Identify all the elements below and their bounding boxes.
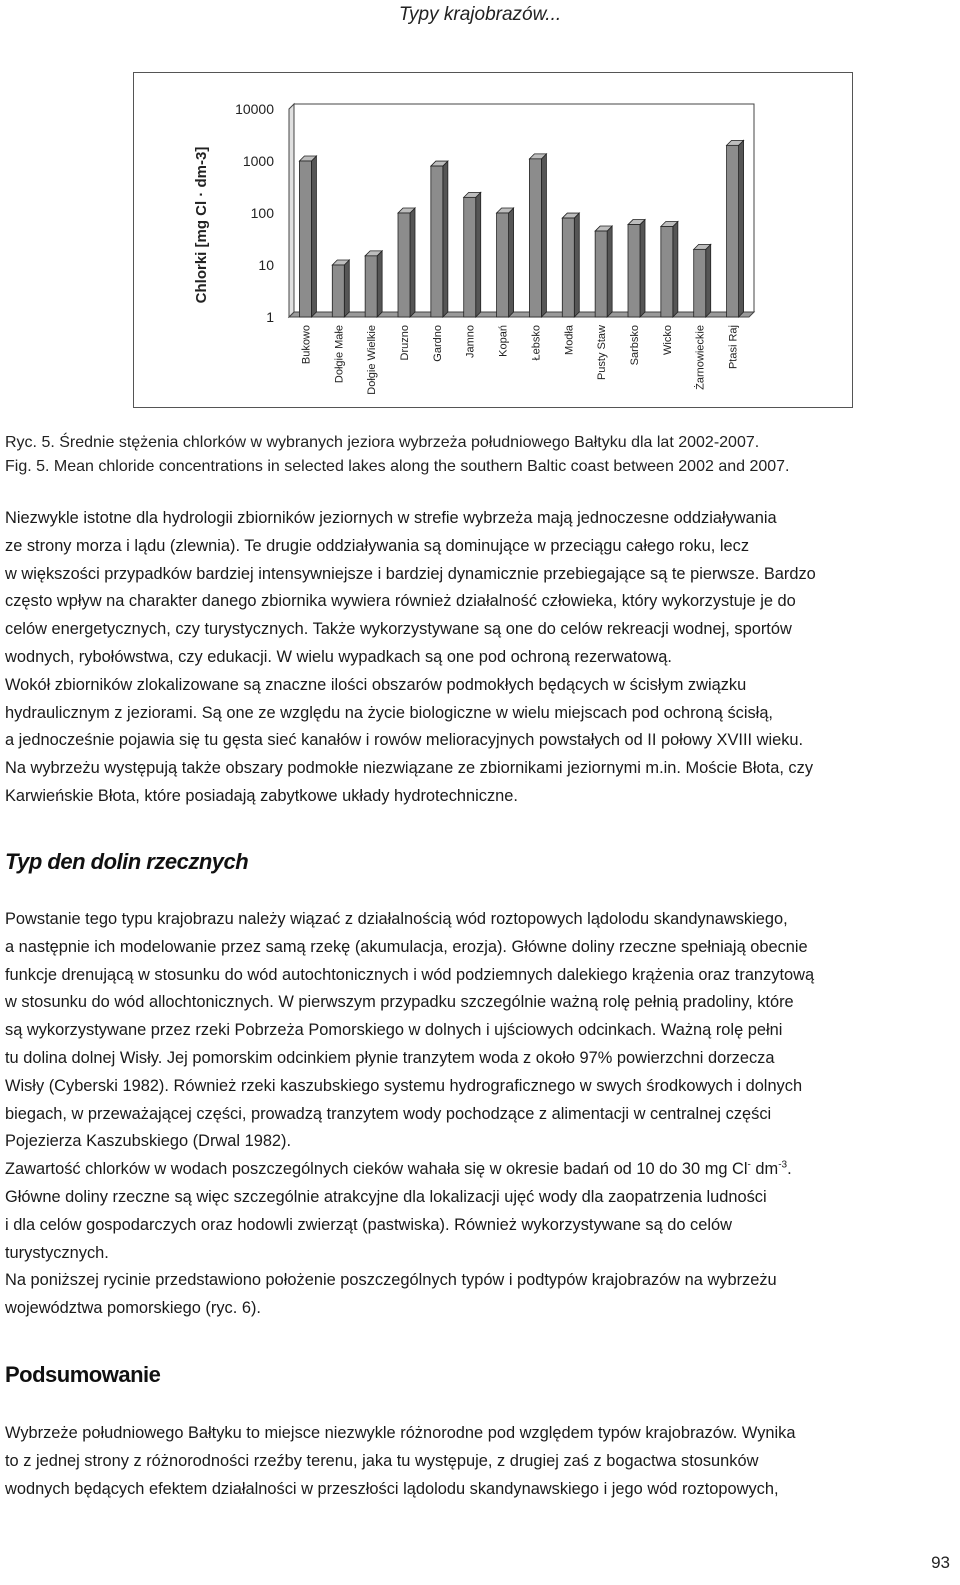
x-tick-label: Bukowo — [300, 325, 313, 365]
paragraph-line: tu dolina dolnej Wisły. Jej pomorskim odcinkiem płynie tranzytem woda z około 97% powierzchni dorzecza — [5, 1048, 775, 1067]
bar — [431, 166, 443, 317]
chloride-end: . — [787, 1160, 792, 1179]
bar — [365, 256, 377, 317]
y-tick-label: 10 — [258, 257, 274, 273]
bar — [628, 225, 640, 317]
bar-side — [344, 260, 349, 317]
paragraph-line: wodnych będących efektem działalności w przeszłości lądolodu skandynawskiego i jego wód roztopowych, — [5, 1479, 779, 1498]
chloride-sup-ion: - — [747, 1159, 751, 1171]
bar — [299, 161, 311, 317]
bar-side — [673, 222, 678, 317]
bar — [497, 213, 509, 317]
bar — [562, 218, 574, 317]
plot-side-wall — [289, 104, 294, 317]
paragraph-line: ze strony morza i lądu (zlewnia). Te drugie oddziaływania są dominujące w przeciągu całego roku, lecz — [5, 536, 750, 555]
paragraph-line: to z jednej strony z różnorodności rzeźby terenu, jaka tu występuje, z drugiej zaś z bogactwa stosunków — [5, 1451, 759, 1470]
paragraph-line: Wybrzeże południowego Bałtyku to miejsce niezwykle różnorodne pod względem typów krajobrazów. Wynika — [5, 1424, 796, 1442]
chart-svg — [134, 73, 852, 407]
bar-side — [739, 140, 744, 317]
section-heading-summary: Podsumowanie — [5, 1362, 161, 1387]
bar-side — [574, 213, 579, 317]
paragraph-line: Powstanie tego typu krajobrazu należy wiązać z działalnością wód roztopowych lądolodu skandynawskiego, — [5, 910, 788, 928]
x-tick-label: Pusty Staw — [596, 325, 609, 381]
bar-side — [640, 220, 645, 317]
bar-side — [509, 208, 514, 317]
x-tick-label: Modła — [563, 325, 576, 355]
x-tick-label: Kopań — [497, 325, 510, 357]
x-tick-label: Druzno — [399, 325, 411, 361]
paragraph-line: województwa pomorskiego (ryc. 6). — [5, 1299, 261, 1318]
x-tick-label: Łebsko — [530, 325, 543, 361]
bar-side — [410, 208, 415, 317]
x-tick-label: Dołgie Wielkie — [366, 325, 379, 395]
paragraph-line: i dla celów gospodarczych oraz hodowli zwierząt (pastwiska). Również wykorzystywane są do celów — [5, 1215, 732, 1234]
bar — [529, 159, 541, 317]
paragraph-line: Niezwykle istotne dla hydrologii zbiorników jeziornych w strefie wybrzeża mają jednoczesne oddziaływania — [5, 509, 777, 527]
paragraph-line: a jednocześnie pojawia się tu gęsta sieć kanałów i rowów melioracyjnych powstałych od II połowy XVIII wieku. — [5, 731, 804, 750]
y-tick-label: 1 — [266, 309, 274, 325]
paragraph-line: a następnie ich modelowanie przez samą rzekę (akumulacja, erozja). Główne doliny rzeczne spełniają obecnie — [5, 937, 808, 956]
paragraph-line: turystycznych. — [5, 1243, 109, 1262]
y-tick-label: 100 — [250, 205, 274, 221]
chloride-sup-exp: -3 — [778, 1159, 788, 1171]
paragraph-line: wodnych, rybołówstwa, czy edukacji. W wielu wypadkach są one pod ochroną rezerwatową. — [5, 647, 672, 666]
x-tick-label: Sarbsko — [629, 325, 641, 366]
section-heading-river-valleys: Typ den dolin rzecznych — [5, 849, 249, 874]
bar — [727, 145, 739, 317]
bar — [332, 265, 344, 317]
figure-caption-en: Fig. 5. Mean chloride concentrations in selected lakes along the southern Baltic coast between 2002 and 2007. — [5, 458, 790, 475]
bar-side — [476, 192, 481, 317]
bar-side — [706, 244, 711, 317]
paragraph-line: Główne doliny rzeczne są więc szczególnie atrakcyjne dla lokalizacji ujęć wody dla zaopatrzenia ludności — [5, 1187, 767, 1206]
x-tick-label: Jamno — [464, 325, 477, 359]
x-tick-label: Ptasi Raj — [727, 325, 740, 370]
chloride-line — [5, 1156, 949, 1184]
paragraph-line: Pojezierza Kaszubskiego (Drwal 1982). — [5, 1132, 292, 1151]
bar — [661, 227, 673, 317]
x-tick-label: Żarnowieckie — [694, 325, 707, 390]
paragraph-line: biegach, w przeważającej części, prowadzą tranzytem wody pochodzące z alimentacji w centralnej części — [5, 1104, 772, 1123]
paragraph-line: w większości przypadków bardziej intensywniejsze i bardziej dynamicznie przebiegające są te pierwsze. Bardzo — [5, 564, 816, 583]
paragraph-line: są wykorzystywane przez rzeki Pobrzeża Pomorskiego w dolnych i ujściowych odcinkach. Ważną rolę pełni — [5, 1021, 783, 1040]
bar — [464, 197, 476, 317]
plot-area — [294, 104, 754, 312]
running-title: Typy krajobrazów... — [398, 4, 562, 25]
bar — [398, 213, 410, 317]
bar — [595, 231, 607, 317]
plot-floor — [289, 312, 754, 317]
chloride-chart — [133, 72, 853, 408]
paragraph-line: Na wybrzeżu występują także obszary podmokłe niezwiązane ze zbiornikami jeziornymi m.in. Moście Błota, czy — [5, 759, 814, 778]
figure-caption-pl: Ryc. 5. Średnie stężenia chlorków w wybranych jeziora wybrzeża południowego Bałtyku dla lat 2002-2007. — [5, 434, 760, 451]
paragraph-line: hydraulicznym z jeziorami. Są one ze względu na życie biologiczne w wielu miejscach pod ochroną ścisłą, — [5, 703, 773, 722]
bar-side — [377, 251, 382, 317]
paragraph-line: często wpływ na charakter danego zbiornika wywiera również działalność człowieka, który wykorzystuje je do — [5, 592, 796, 611]
bar-side — [311, 156, 316, 317]
bar-side — [443, 161, 448, 317]
paragraph-line: Na poniższej rycinie przedstawiono położenie poszczególnych typów i podtypów krajobrazów na wybrzeżu — [5, 1271, 777, 1290]
x-tick-label: Wicko — [661, 325, 674, 355]
y-tick-label: 1000 — [242, 153, 274, 169]
x-tick-label: Gardno — [431, 325, 444, 362]
paragraph-line: celów energetycznych, czy turystycznych. Także wykorzystywane są one do celów rekreacji wodnej, sportów — [5, 620, 792, 639]
paragraph-line: w stosunku do wód allochtonicznych. W pierwszym przypadku szczególnie ważną rolę pełnią pradoliny, które — [5, 993, 794, 1012]
paragraph-line: Wokół zbiorników zlokalizowane są znaczne ilości obszarów podmokłych będących w ścisłym związku — [5, 675, 747, 694]
chloride-unit: dm — [750, 1160, 779, 1179]
y-axis-label: Chlorki [mg Cl · dm-3] — [193, 146, 210, 304]
paragraph-river-valleys — [5, 906, 949, 1323]
paragraph-lakes — [5, 505, 949, 811]
chloride-text: Zawartość chlorków w wodach poszczególnych cieków wahała się w okresie badań od 10 do 30 mg Cl — [5, 1160, 748, 1179]
bar-side — [541, 154, 546, 317]
bar — [694, 249, 706, 317]
paragraph-line: Wisły (Cyberski 1982). Również rzeki kaszubskiego systemu hydrograficznego w swych środkowych i dolnych — [5, 1076, 803, 1095]
y-tick-label: 10000 — [235, 101, 274, 117]
paragraph-line: funkcje drenującą w stosunku do wód autochtonicznych i wód podziemnych dalekiego krążenia oraz tranzytową — [5, 965, 815, 984]
x-tick-label: Dołgie Małe — [333, 325, 346, 384]
paragraph-line: Karwieńskie Błota, które posiadają zabytkowe układy hydrotechniczne. — [5, 786, 518, 805]
page-number: 93 — [931, 1553, 950, 1572]
paragraph-summary — [5, 1420, 949, 1503]
bar-side — [607, 226, 612, 317]
